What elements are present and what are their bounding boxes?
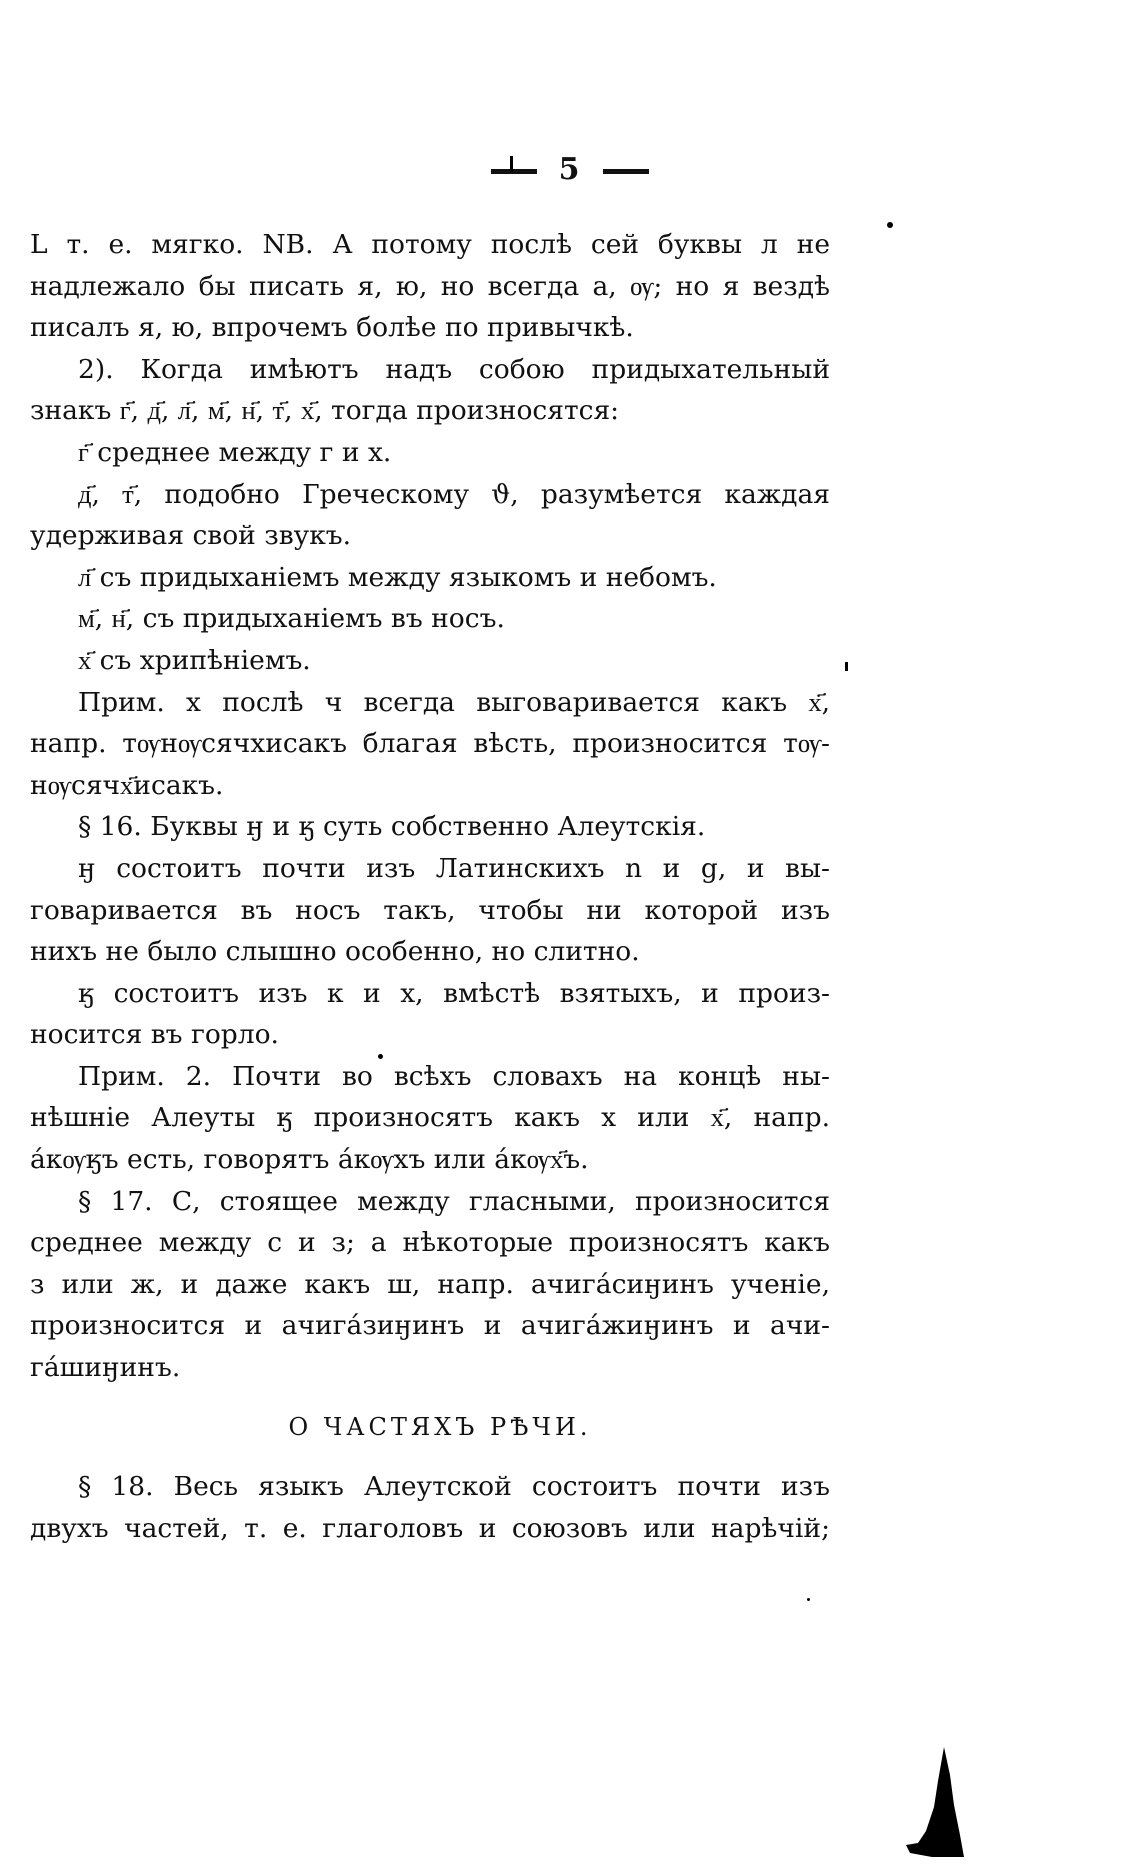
scan-speck <box>378 1054 383 1059</box>
text-line: Прим. 2. Почти во всѣхъ словахъ на концѣ ны- <box>78 1060 830 1092</box>
page-number: 5 <box>558 152 582 187</box>
text-line: ӈ состоитъ почти изъ Латинскихъ n и g, и вы- <box>78 852 830 884</box>
text-line: говаривается въ носъ такъ, чтобы ни которой изъ <box>30 894 830 926</box>
text-line: среднее между с и з; а нѣкоторые произносятъ какъ <box>30 1227 830 1259</box>
text-line: áкѹӄъ есть, говорятъ áкѹхъ или áкѹх҃ъ. <box>30 1144 589 1176</box>
section-gap <box>30 1389 830 1407</box>
text-line: м҃, н҃, съ придыханіемъ въ носъ. <box>78 603 505 635</box>
text-line: двухъ частей, т. е. глаголовъ и союзовъ или нарѣчій; <box>30 1512 830 1544</box>
text-line: удерживая свой звукъ. <box>30 520 352 552</box>
scan-smudge <box>904 1745 966 1860</box>
text-line: з или ж, и даже какъ ш, напр. ачигáсиӈинъ ученіе, <box>30 1268 830 1300</box>
text-line: § 16. Буквы ӈ и ӄ суть собственно Алеутскія. <box>78 811 706 843</box>
text-line: писалъ я, ю, впрочемъ болѣе по привычкѣ. <box>30 312 634 344</box>
text-line: напр. тѹнѹсячхисакъ благая вѣсть, произносится тѹ- <box>30 728 830 760</box>
text-line: § 17. С, стоящее между гласными, произносится <box>78 1185 830 1217</box>
text-line: носится въ горло. <box>30 1019 279 1051</box>
text-line: произносится и ачигáзиӈинъ и ачигáжиӈинъ и ачи- <box>30 1310 830 1342</box>
header-dash-right <box>603 169 649 174</box>
text-line: ӄ состоитъ изъ к и х, вмѣстѣ взятыхъ, и произ- <box>78 977 830 1009</box>
scan-speck <box>887 222 893 228</box>
text-line: § 18. Весь языкъ Алеутской состоитъ почти изъ <box>78 1471 830 1503</box>
header-dash-left <box>491 169 537 174</box>
scan-speck <box>510 156 513 172</box>
text-line: л҃ съ придыханіемъ между языкомъ и небомъ. <box>78 561 717 593</box>
text-line: г҃ среднее между г и х. <box>78 436 392 468</box>
page-header <box>0 152 1140 187</box>
text-line: Прим. х послѣ ч всегда выговаривается какъ х҃, <box>78 686 830 718</box>
text-line: нѣшніе Алеуты ӄ произносятъ какъ х или х҃, напр. <box>30 1102 830 1134</box>
text-line: L т. е. мягко. NB. А потому послѣ сей буквы л не <box>30 229 830 260</box>
text-line: надлежало бы писать я, ю, но всегда а, ѹ; но я вездѣ <box>30 270 830 302</box>
text-line: знакъ г҃, д҃, л҃, м҃, н҃, т҃, х҃, тогда произносятся: <box>30 395 620 427</box>
text-line: х҃ съ хрипѣніемъ. <box>78 644 311 676</box>
section-heading: О ЧАСТЯХЪ РѢЧИ. <box>288 1412 592 1441</box>
text-line: нихъ не было слышно особенно, но слитно. <box>30 936 640 968</box>
body-text <box>30 224 830 1549</box>
text-line: 2). Когда имѣютъ надъ собою придыхательный <box>78 353 830 385</box>
text-line: гáшиӈинъ. <box>30 1352 181 1384</box>
text-line: нѹсячх҃исакъ. <box>30 769 224 801</box>
scan-speck <box>845 662 848 671</box>
text-line: д҃, т҃, подобно Греческому ϑ, разумѣется каждая <box>78 478 830 510</box>
scan-speck <box>807 1598 810 1601</box>
section-gap <box>30 1448 830 1466</box>
